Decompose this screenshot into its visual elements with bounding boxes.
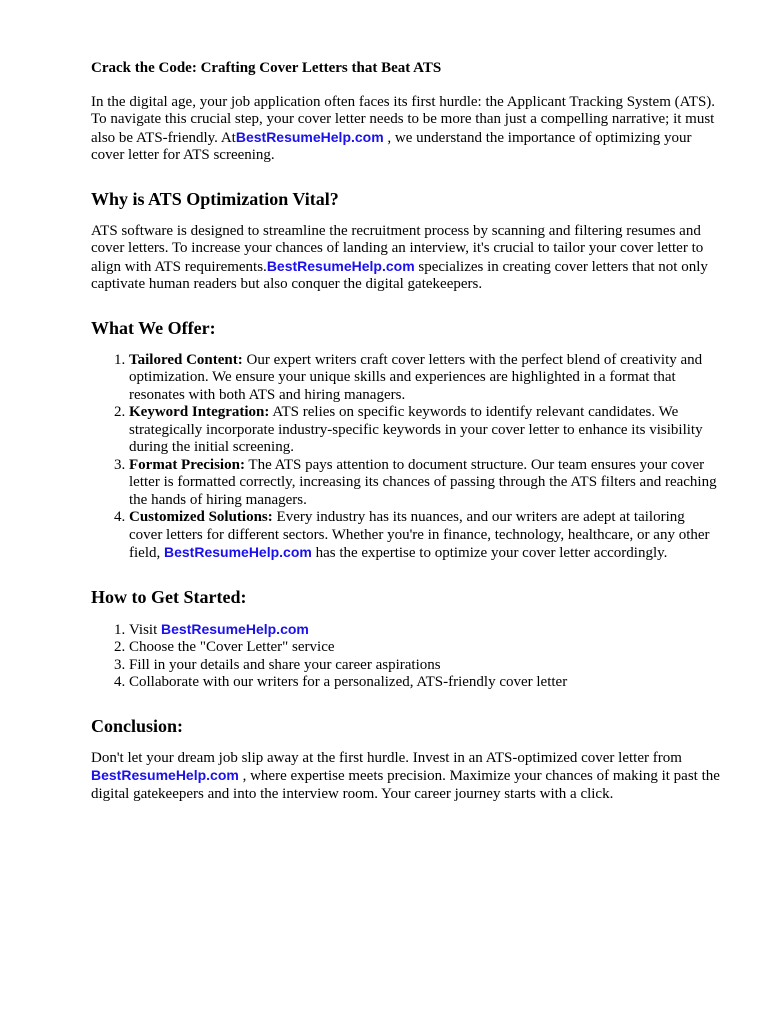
heading-conclusion: Conclusion: [91,715,184,736]
offer-term: Keyword Integration: [129,404,270,420]
why-paragraph [91,223,721,294]
heading-why-ats: Why is ATS Optimization Vital? [91,188,339,209]
site-link-why[interactable]: BestResumeHelp.com [266,257,415,274]
step-collaborate: 4. Collaborate with our writers for a personalized, ATS-friendly cover letter [129,674,721,692]
offer-item-customized-solutions [129,509,721,563]
conclusion-paragraph [91,750,721,804]
offer-text: ATS relies on specific keywords to identify relevant candidates. We strategically incorporate industry-specific keywords in your cover letter to enhance its visibility during the initial screening. [129,404,703,455]
offer-item-tailored-content [129,352,721,405]
offer-term: Tailored Content: [129,351,243,368]
conclusion-text-before: Don't let your dream job slip away at the first hurdle. Invest in an ATS-optimized cover letter from [91,749,682,766]
offer-text: Our expert writers craft cover letters with the perfect blend of creativity and optimization. We ensure your unique skills and experiences are highlighted in a format that resonates with both ATS and hiring managers. [129,351,703,403]
intro-paragraph [91,94,721,165]
step-fill-details: 3. Fill in your details and share your career aspirations [129,657,721,675]
heading-what-we-offer: What We Offer: [91,317,216,338]
offer-term: Customized Solutions: [129,509,273,525]
offer-term: Format Precision: [129,456,245,473]
offer-text: The ATS pays attention to document structure. Our team ensures your cover letter is formatted correctly, increasing its chances of passing through the ATS filters and reaching the hands of hiring managers. [129,456,717,508]
site-link-step[interactable]: BestResumeHelp.com [161,620,309,637]
document-page [91,60,721,817]
step-visit-prefix: Visit [129,621,162,638]
intro-text-after: , we understand the importance of optimizing your cover letter for ATS screening. [91,129,692,163]
steps-list [91,621,721,692]
offer-text: Every industry has its nuances, and our writers are adept at tailoring cover letters for different sectors. Whether you're in finance, technology, healthcare, or any other field, [129,509,710,561]
step-choose-service: 2. Choose the "Cover Letter" service [129,639,721,657]
offer-item-keyword-integration [129,404,721,457]
conclusion-text-after: , where expertise meets precision. Maximize your chances of making it past the digital gatekeepers and into the interview room. Your career journey starts with a click. [91,768,720,802]
document-title: Crack the Code: Crafting Cover Letters that Beat ATS [91,60,442,76]
why-text-before: ATS software is designed to streamline the recruitment process by scanning and filtering resumes and cover letters. To increase your chances of landing an interview, it's crucial to tailor your cover letter to align with ATS requirements. [91,222,704,275]
offer-item-format-precision [129,457,721,510]
offer-text-after: has the expertise to optimize your cover letter accordingly. [311,545,668,561]
site-link-offer[interactable]: BestResumeHelp.com [164,544,312,560]
site-link-conclusion[interactable]: BestResumeHelp.com [91,767,239,783]
step-visit [129,621,721,640]
site-link-intro[interactable]: BestResumeHelp.com [235,128,384,145]
offer-list [91,352,721,563]
intro-text-before: In the digital age, your job application often faces its first hurdle: the Applicant Tracking System (ATS). To navigate this crucial step, your cover letter needs to be more than just a compelling narrative; it must also be ATS-friendly. At [91,93,716,146]
heading-how-to-get-started: How to Get Started: [91,586,247,607]
why-text-after: specializes in creating cover letters that not only captivate human readers but also conquer the digital gatekeepers. [91,258,708,292]
